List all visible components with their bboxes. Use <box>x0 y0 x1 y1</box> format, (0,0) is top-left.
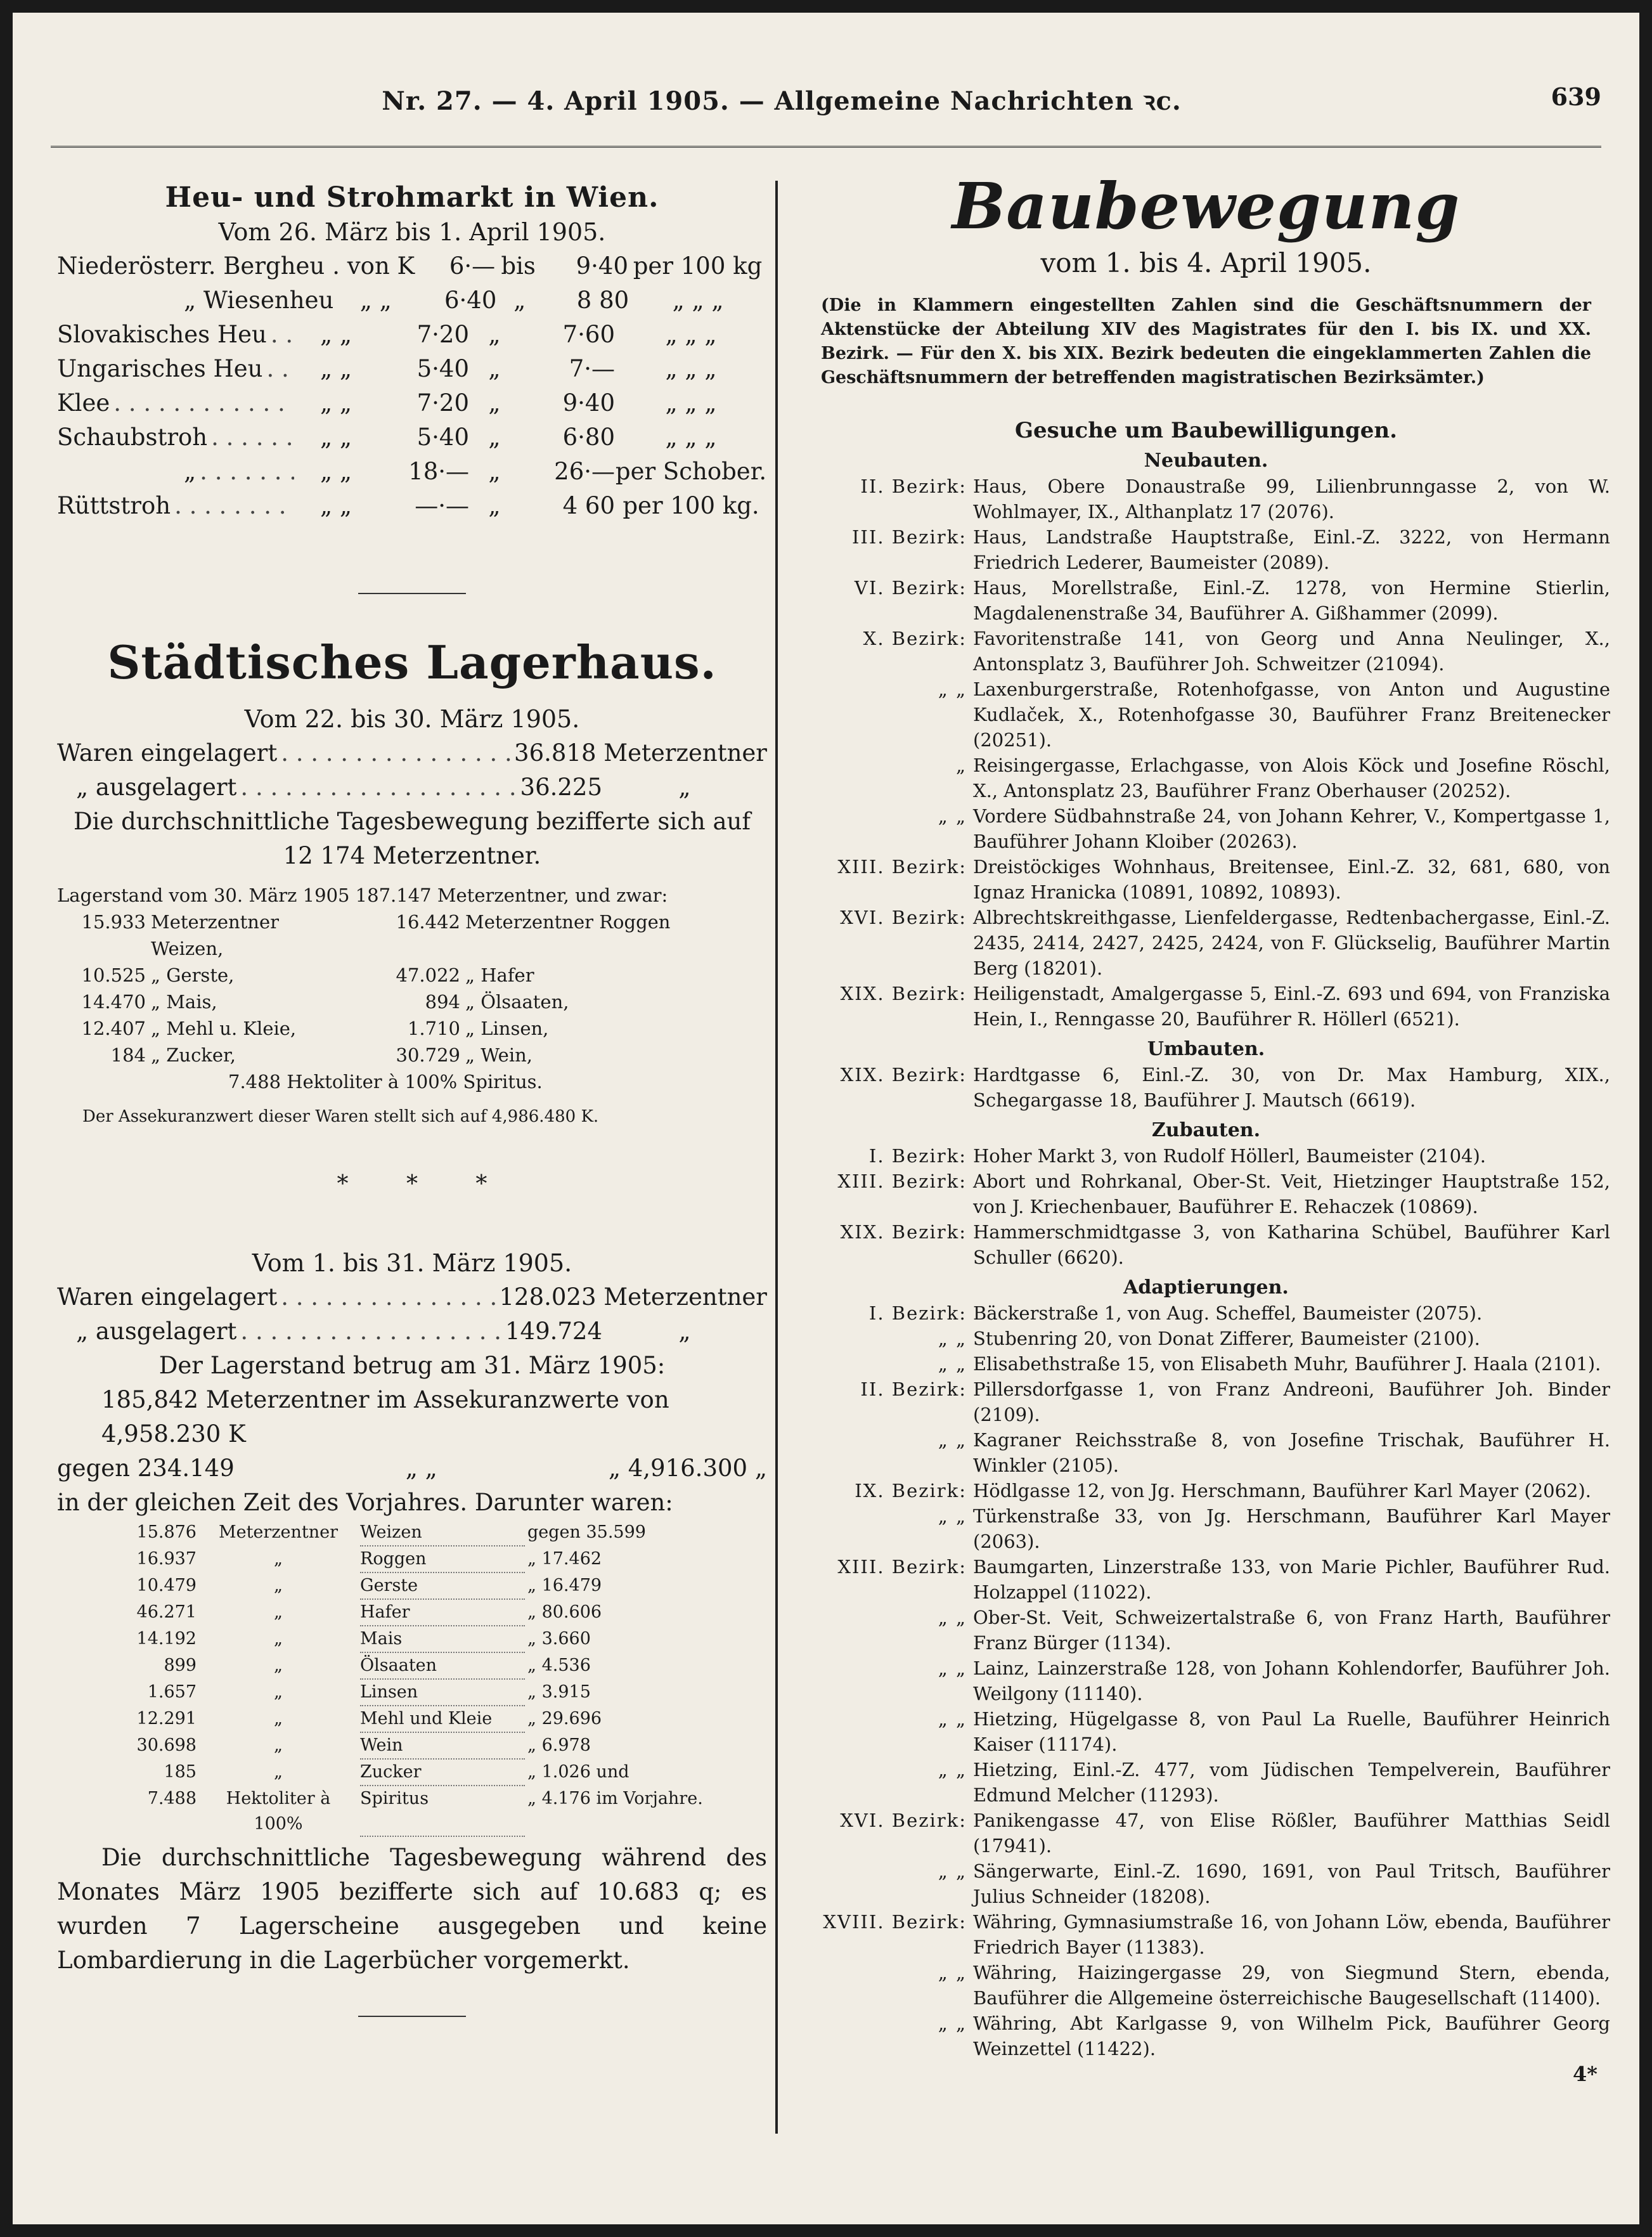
bau-entry <box>802 1858 1610 1909</box>
list-cell: „ 3.660 <box>527 1629 591 1649</box>
list-cell: „ <box>274 1549 283 1569</box>
list-cell: Ölsaaten <box>360 1653 525 1680</box>
lager-p3: in der gleichen Zeit des Vorjahres. Darunter waren: <box>57 1489 673 1516</box>
heu-bis: „ <box>488 492 501 519</box>
stock-cell: 184 <box>110 1044 146 1066</box>
heu-label: Niederösterr. Bergheu <box>57 252 325 280</box>
bau-entry <box>802 626 1610 677</box>
bau-entry <box>802 1300 1610 1326</box>
stock-cell: 12.407 <box>81 1018 146 1039</box>
stock-cell: 30.729 <box>396 1044 460 1066</box>
stock-cell: 10.525 <box>81 964 146 986</box>
lager-in2-row <box>57 1280 767 1314</box>
bau-section: Gesuche um Baubewilligungen. <box>1015 418 1397 443</box>
list-cell: 12.291 <box>136 1709 197 1728</box>
heu-to: 8 80 <box>576 287 629 314</box>
bau-entry-district: II. Bezirk: <box>860 476 967 497</box>
left-column <box>57 168 767 2017</box>
group-title: Umbauten. <box>1147 1038 1265 1060</box>
list-cell: „ 4.536 <box>527 1656 591 1675</box>
heu-label: Klee <box>57 389 110 417</box>
bau-entry-text: Panikengasse 47, von Elise Rößler, Bauführer Matthias Seidl (17941). <box>973 1810 1610 1857</box>
heu-unit: „ „ „ <box>665 355 717 382</box>
list-cell: Weizen <box>360 1520 525 1546</box>
heu-from: 18·— <box>408 458 469 485</box>
heu-to: 7·— <box>569 355 615 382</box>
bau-entry <box>802 1757 1610 1808</box>
bau-entry-text: Reisingergasse, Erlachgasse, von Alois Köck und Josefine Röschl, X., Antonsplatz 23, Bauführer Franz Oberhauser (20252). <box>973 755 1610 801</box>
running-head: Nr. 27. — 4. April 1905. — Allgemeine Nachrichten ꝛc. <box>382 86 1182 116</box>
heu-unit: „ „ „ <box>665 389 717 417</box>
list-cell: „ 17.462 <box>527 1549 602 1569</box>
lager-subtitle-2: Vom 1. bis 31. März 1905. <box>252 1249 572 1277</box>
bau-entry-text: Haus, Morellstraße, Einl.-Z. 1278, von Hermine Stierlin, Magdalenenstraße 34, Bauführer A. Gißhammer (2099). <box>973 577 1610 624</box>
heu-bis: „ <box>488 321 501 348</box>
list-cell: „ 1.026 und <box>527 1762 629 1782</box>
heu-from: —·— <box>415 492 469 519</box>
bau-entry-text: Währing, Abt Karlgasse 9, von Wilhelm Pick, Bauführer Georg Weinzettel (11422). <box>973 2013 1610 2059</box>
heu-price-table <box>57 249 767 523</box>
list-cell: 14.192 <box>136 1629 197 1649</box>
bau-entry-text: Elisabethstraße 15, von Elisabeth Muhr, Bauführer J. Haala (2101). <box>973 1353 1601 1375</box>
bau-entry-text: Währing, Gymnasiumstraße 16, von Johann Löw, ebenda, Bauführer Friedrich Bayer (11383). <box>973 1911 1610 1958</box>
bau-entry <box>802 1219 1610 1270</box>
bau-entry-text: Vordere Südbahnstraße 24, von Johann Kehrer, V., Kompertgasse 1, Bauführer Johann Kloiber (20263). <box>973 805 1610 852</box>
lager-assekuranz: Der Assekuranzwert dieser Waren stellt sich auf 4,986.480 K. <box>82 1107 599 1126</box>
bau-entry-text: Hoher Markt 3, von Rudolf Höllerl, Baumeister (2104). <box>973 1145 1487 1167</box>
heu-a: „ „ <box>319 355 352 382</box>
bau-entry <box>802 1960 1610 2011</box>
bau-entry <box>802 1351 1610 1377</box>
list-cell: „ 80.606 <box>527 1602 602 1622</box>
stock-cell: „ Mais, <box>151 991 217 1013</box>
stock-cell: „ Zucker, <box>151 1044 236 1066</box>
lager-out-row <box>57 770 767 805</box>
bau-entry-text: Hammerschmidtgasse 3, von Katharina Schübel, Bauführer Karl Schuller (6620). <box>973 1221 1610 1268</box>
stock-cell: „ Ölsaaten, <box>465 991 569 1013</box>
stock-cell: „ Linsen, <box>465 1018 549 1039</box>
bau-entry-district: XVI. Bezirk: <box>840 1810 967 1831</box>
bau-entry-district: „ <box>955 755 967 776</box>
lager-p2c: „ 4,916.300 „ <box>608 1455 767 1482</box>
heu-unit: „ „ „ <box>665 321 717 348</box>
stars-separator: * * * <box>337 1171 487 1197</box>
bau-entry-district: „ „ <box>938 1860 967 1882</box>
bau-entry <box>802 1706 1610 1757</box>
lager-final: Die durchschnittliche Tagesbewegung während des Monates März 1905 bezifferte sich auf 10.683 q; es wurden 7 Lagerscheine ausgegeben und keine Lombardierung in die Lagerbücher vorgemerkt. <box>57 1844 767 1974</box>
stock-cell: „ Hafer <box>465 964 534 986</box>
list-cell: Hektoliter à 100% <box>226 1789 331 1834</box>
list-cell: „ 6.978 <box>527 1735 591 1755</box>
lager-spiritus: 7.488 Hektoliter à 100% Spiritus. <box>228 1071 543 1093</box>
stock-cell: „ Mehl u. Kleie, <box>151 1018 297 1039</box>
bau-entry-district: „ „ <box>938 1759 967 1780</box>
stock-cell: „ Gerste, <box>151 964 235 986</box>
list-cell: 30.698 <box>136 1735 197 1755</box>
bau-entry-text: Heiligenstadt, Amalgergasse 5, Einl.-Z. 693 und 694, von Franziska Hein, I., Renngasse 20, Bauführer R. Höllerl (6521). <box>973 983 1610 1030</box>
list-cell: „ <box>274 1576 283 1595</box>
bau-entry <box>802 1605 1610 1656</box>
list-cell: Hafer <box>360 1600 525 1626</box>
stock-table <box>57 909 767 1068</box>
bau-entry-text: Laxenburgerstraße, Rotenhofgasse, von Anton und Augustine Kudlaček, X., Rotenhofgasse 30, Bauführer Franz Breitenecker (20251). <box>973 678 1610 751</box>
list-cell: 185 <box>164 1762 197 1782</box>
bau-entry-district: „ „ <box>938 1429 967 1451</box>
heu-unit: per 100 kg <box>633 252 763 280</box>
heu-to: 7·60 <box>562 321 615 348</box>
bau-entry <box>802 1503 1610 1554</box>
lager-in2-label: Waren eingelagert <box>57 1283 278 1311</box>
heu-label: Slovakisches Heu <box>57 321 267 348</box>
list-cell: „ 16.479 <box>527 1576 602 1595</box>
heu-bis: „ <box>488 458 501 485</box>
list-cell: 899 <box>164 1656 197 1675</box>
list-cell: 46.271 <box>136 1602 197 1622</box>
heu-row <box>57 318 767 352</box>
bau-entry <box>802 1656 1610 1706</box>
lager-avg-line1: Die durchschnittliche Tagesbewegung bezifferte sich auf <box>73 808 751 835</box>
bau-entry-text: Favoritenstraße 141, von Georg und Anna Neulinger, X., Antonsplatz 3, Bauführer Joh. Schweitzer (21094). <box>973 628 1610 675</box>
heu-a: „ „ <box>319 389 352 417</box>
heu-from: 5·40 <box>416 355 469 382</box>
bau-entry <box>802 753 1610 803</box>
bau-entry-text: Hietzing, Einl.-Z. 477, vom Jüdischen Tempelverein, Bauführer Edmund Melcher (11293). <box>973 1759 1610 1806</box>
bau-entry-text: Stubenring 20, von Donat Zifferer, Baumeister (2100). <box>973 1328 1480 1349</box>
bau-entry-district: II. Bezirk: <box>860 1378 967 1400</box>
bau-entry-district: X. Bezirk: <box>863 628 967 649</box>
stock-cell: „ Wein, <box>465 1044 533 1066</box>
lager-p2a: gegen 234.149 <box>57 1455 235 1482</box>
list-cell: Mehl und Kleie <box>360 1706 525 1733</box>
bau-entry-district: XIX. Bezirk: <box>840 1064 967 1086</box>
list-cell: „ 3.915 <box>527 1682 591 1702</box>
list-cell: „ <box>274 1629 283 1649</box>
list-cell: „ <box>274 1656 283 1675</box>
bau-entry-text: Hardtgasse 6, Einl.-Z. 30, von Dr. Max Hamburg, XIX., Schegargasse 18, Bauführer J. Mautsch (6619). <box>973 1064 1610 1111</box>
lager-out2-label: „ ausgelagert <box>76 1318 237 1345</box>
lager-p1: 185,842 Meterzentner im Assekuranzwerte von 4,958.230 K <box>101 1386 669 1448</box>
bau-entry-district: XIII. Bezirk: <box>837 1556 967 1578</box>
heu-row <box>57 283 767 318</box>
bau-entry-text: Bäckerstraße 1, von Aug. Scheffel, Baumeister (2075). <box>973 1302 1483 1324</box>
bau-entry <box>802 854 1610 905</box>
heu-from: 5·40 <box>416 424 469 451</box>
bau-entry-text: Pillersdorfgasse 1, von Franz Andreoni, Bauführer Joh. Binder (2109). <box>973 1378 1610 1425</box>
bau-entry-district: I. Bezirk: <box>868 1302 967 1324</box>
bau-entry-district: VI. Bezirk: <box>854 577 967 599</box>
heu-unit: per 100 kg. <box>623 492 759 519</box>
lager-p2b: „ „ <box>405 1455 437 1482</box>
bau-entry-district: „ „ <box>938 1962 967 1983</box>
bau-entry <box>802 1143 1610 1169</box>
list-cell: Spiritus <box>360 1786 525 1837</box>
bau-entry <box>802 2011 1610 2061</box>
bau-entry-district: „ „ <box>938 678 967 700</box>
bau-entry-district: „ „ <box>938 1657 967 1679</box>
list-cell: „ <box>274 1682 283 1702</box>
list-cell: Linsen <box>360 1680 525 1706</box>
page-header <box>51 82 1601 127</box>
bau-entry-district: „ „ <box>938 1353 967 1375</box>
heu-row <box>57 386 767 420</box>
stock-cell: 1.710 <box>407 1018 460 1039</box>
bau-entry-text: Dreistöckiges Wohnhaus, Breitensee, Einl.-Z. 32, 681, 680, von Ignaz Hranicka (10891, 10892, 10893). <box>973 856 1610 903</box>
bau-entry <box>802 575 1610 626</box>
bau-entry-text: Hietzing, Hügelgasse 8, von Paul La Ruelle, Bauführer Heinrich Kaiser (11174). <box>973 1708 1610 1755</box>
heu-bis: „ <box>488 389 501 417</box>
stock-cell: 14.470 <box>81 991 146 1013</box>
bau-entry <box>802 474 1610 524</box>
bau-entry <box>802 1062 1610 1113</box>
heu-a: „ „ <box>319 321 352 348</box>
bau-entry-text: Hödlgasse 12, von Jg. Herschmann, Bauführer Karl Mayer (2062). <box>973 1480 1592 1501</box>
right-column <box>802 168 1610 2087</box>
heu-from: 7·20 <box>416 389 469 417</box>
bau-entry-text: Ober-St. Veit, Schweizertalstraße 6, von Franz Harth, Bauführer Franz Bürger (1134). <box>973 1607 1610 1654</box>
bau-groups <box>802 448 1610 2061</box>
lager-p2 <box>57 1451 767 1486</box>
bau-entry <box>802 1808 1610 1858</box>
bau-entry-text: Abort und Rohrkanal, Ober-St. Veit, Hietzinger Hauptstraße 152, von J. Kriechenbauer, Bauführer E. Rehaczek (10869). <box>973 1170 1610 1217</box>
page-number: 639 <box>1551 82 1601 111</box>
heu-bis: „ <box>488 355 501 382</box>
heu-to: 4 60 <box>562 492 615 519</box>
bau-entry-district: XVIII. Bezirk: <box>823 1911 967 1933</box>
header-rule <box>51 146 1601 148</box>
bau-entry-district: XIII. Bezirk: <box>837 1170 967 1192</box>
lager-title: Städtisches Lagerhaus. <box>107 635 717 689</box>
heu-from: 6·— <box>449 252 496 280</box>
bau-entry <box>802 677 1610 753</box>
lager-in-row <box>57 736 767 770</box>
heu-label: „ <box>184 458 197 485</box>
list-cell: „ <box>274 1735 283 1755</box>
heu-a: „ „ <box>319 492 352 519</box>
list-cell: „ <box>274 1762 283 1782</box>
heu-a: „ „ <box>319 424 352 451</box>
bau-entry-text: Haus, Obere Donaustraße 99, Lilienbrunngasse 2, von W. Wohlmayer, IX., Althanplatz 17 (2076). <box>973 476 1610 522</box>
bau-note: (Die in Klammern eingestellten Zahlen sind die Geschäftsnummern der Aktenstücke der Abteilung XIV des Magistrates für den I. bis IX. und XX. Bezirk. — Für den X. bis XIX. Bezirk bedeuten die eingeklammerten Zahlen die Geschäftsnummern der betreffenden magistratischen Bezirksämter.) <box>821 295 1591 387</box>
heu-label: Ungarisches Heu <box>57 355 263 382</box>
group-title: Adaptierungen. <box>1123 1276 1289 1299</box>
stock-cell: 16.442 <box>396 911 460 933</box>
heu-label: Schaubstroh <box>57 424 208 451</box>
bau-entry-district: XVI. Bezirk: <box>840 907 967 928</box>
bau-entry-district: III. Bezirk: <box>851 526 967 548</box>
list-cell: „ 4.176 im Vorjahre. <box>527 1789 703 1808</box>
heu-label: „ Wiesenheu <box>184 287 334 314</box>
lager-out-value: 36.225 <box>520 774 602 801</box>
heu-to: 26·— <box>554 458 615 485</box>
stock-cell: 894 <box>425 991 460 1013</box>
group-title: Neubauten. <box>1144 450 1268 472</box>
bau-entry <box>802 803 1610 854</box>
list-cell: 10.479 <box>136 1576 197 1595</box>
list-cell: 7.488 <box>147 1789 197 1808</box>
list-cell: Gerste <box>360 1573 525 1600</box>
bau-entry-district: XIII. Bezirk: <box>837 856 967 878</box>
heu-unit: „ „ „ <box>665 424 717 451</box>
list-cell: Meterzentner <box>218 1522 339 1542</box>
list-cell: „ <box>274 1602 283 1622</box>
lager-avg-line2: 12 174 Meterzentner. <box>283 842 541 869</box>
heu-from: 6·40 <box>444 287 497 314</box>
lager-subtitle-1: Vom 22. bis 30. März 1905. <box>244 705 580 733</box>
bau-entry <box>802 1478 1610 1503</box>
end-rule <box>358 2016 466 2017</box>
section-rule <box>358 593 466 594</box>
heu-a: . von K <box>332 252 415 280</box>
heu-row <box>57 455 767 489</box>
bau-entry-text: Lainz, Lainzerstraße 128, von Johann Kohlendorfer, Bauführer Joh. Weilgony (11140). <box>973 1657 1610 1704</box>
bau-entry-text: Albrechtskreithgasse, Lienfeldergasse, Redtenbachergasse, Einl.-Z. 2435, 2414, 2427, 2425, 2424, von F. Glückselig, Bauführer Martin Berg (18201). <box>973 907 1610 979</box>
lager-out2-value: 149.724 <box>505 1318 602 1345</box>
heu-to: 9·40 <box>562 389 615 417</box>
bau-subtitle: vom 1. bis 4. April 1905. <box>1040 247 1372 278</box>
bau-entry-district: „ „ <box>938 1328 967 1349</box>
list-cell: Wein <box>360 1733 525 1760</box>
heu-from: 7·20 <box>416 321 469 348</box>
heu-title: Heu- und Strohmarkt in Wien. <box>165 181 659 214</box>
bau-entry <box>802 1427 1610 1478</box>
lager-out-unit: „ <box>678 774 691 801</box>
bau-entry-district: IX. Bezirk: <box>855 1480 967 1501</box>
heu-row <box>57 420 767 455</box>
bau-entry <box>802 1169 1610 1219</box>
lager-in-label: Waren eingelagert <box>57 739 278 767</box>
heu-row <box>57 489 767 523</box>
lager-in-value: 36.818 Meterzentner <box>514 739 767 767</box>
bau-entry-district: „ „ <box>938 2013 967 2034</box>
lager-out2-unit: „ <box>678 1318 691 1345</box>
bau-entry-district: „ „ <box>938 805 967 827</box>
stock-cell: 15.933 <box>81 911 146 933</box>
list-cell: „ <box>274 1709 283 1728</box>
bau-title: Baubewegung <box>952 169 1461 243</box>
bau-entry <box>802 1326 1610 1351</box>
heu-row <box>57 352 767 386</box>
group-title: Zubauten. <box>1151 1119 1261 1141</box>
list-cell: Roggen <box>360 1546 525 1573</box>
signature-mark: 4* <box>1573 2062 1597 2086</box>
bau-entry <box>802 905 1610 981</box>
bau-entry-district: „ „ <box>938 1607 967 1628</box>
heu-to: 9·40 <box>576 252 628 280</box>
list-cell: „ 29.696 <box>527 1709 602 1728</box>
heu-subtitle: Vom 26. März bis 1. April 1905. <box>218 218 606 246</box>
lager-out-label: „ ausgelagert <box>76 774 237 801</box>
bau-entry <box>802 981 1610 1032</box>
list-cell: 1.657 <box>147 1682 197 1702</box>
heu-a: „ „ <box>359 287 392 314</box>
bau-entry-district: I. Bezirk: <box>868 1145 967 1167</box>
bau-entry-text: Kagraner Reichsstraße 8, von Josefine Trischak, Bauführer H. Winkler (2105). <box>973 1429 1610 1476</box>
bau-entry-district: XIX. Bezirk: <box>840 1221 967 1243</box>
bau-entry-text: Haus, Landstraße Hauptstraße, Einl.-Z. 3222, von Hermann Friedrich Lederer, Baumeister (2089). <box>973 526 1610 573</box>
list-cell: Mais <box>360 1626 525 1653</box>
bau-entry <box>802 1377 1610 1427</box>
column-divider <box>775 181 778 2134</box>
bau-entry-text: Baumgarten, Linzerstraße 133, von Marie Pichler, Bauführer Rud. Holzappel (11022). <box>973 1556 1610 1603</box>
bau-entry <box>802 524 1610 575</box>
bau-entry-district: „ „ <box>938 1505 967 1527</box>
bau-entry-district: „ „ <box>938 1708 967 1730</box>
bau-entry <box>802 1909 1610 1960</box>
heu-row <box>57 249 767 283</box>
heu-bis: „ <box>488 424 501 451</box>
heu-bis: bis <box>501 252 536 280</box>
stock-cell: Meterzentner Weizen, <box>151 911 280 959</box>
stock-cell: Meterzentner Roggen <box>465 911 671 933</box>
list-cell: Zucker <box>360 1760 525 1786</box>
heu-a: „ „ <box>319 458 352 485</box>
heu-to: 6·80 <box>562 424 615 451</box>
lager-stand2: Der Lagerstand betrug am 31. März 1905: <box>158 1352 666 1379</box>
comparison-table <box>114 1520 767 1837</box>
bau-entry-text: Türkenstraße 33, von Jg. Herschmann, Bauführer Karl Mayer (2063). <box>973 1505 1610 1552</box>
bau-entry <box>802 1554 1610 1605</box>
list-cell: gegen 35.599 <box>527 1522 646 1542</box>
heu-unit: „ „ „ <box>672 287 724 314</box>
bau-entry-text: Währing, Haizingergasse 29, von Siegmund Stern, ebenda, Bauführer die Allgemeine österreichische Baugesellschaft (11400). <box>973 1962 1610 2009</box>
heu-unit: per Schober. <box>615 458 767 485</box>
bau-entry-district: XIX. Bezirk: <box>840 983 967 1004</box>
lager-stand: Lagerstand vom 30. März 1905 187.147 Meterzentner, und zwar: <box>57 885 668 906</box>
heu-bis: „ <box>513 287 526 314</box>
lager-out2-row <box>57 1314 767 1349</box>
list-cell: 16.937 <box>136 1549 197 1569</box>
stock-cell: 47.022 <box>396 964 460 986</box>
lager-in2-value: 128.023 Meterzentner <box>499 1283 767 1311</box>
heu-label: Rüttstroh <box>57 492 171 519</box>
list-cell: 15.876 <box>136 1522 197 1542</box>
bau-entry-text: Sängerwarte, Einl.-Z. 1690, 1691, von Paul Tritsch, Bauführer Julius Schneider (18208). <box>973 1860 1610 1907</box>
newspaper-page <box>13 13 1639 2224</box>
